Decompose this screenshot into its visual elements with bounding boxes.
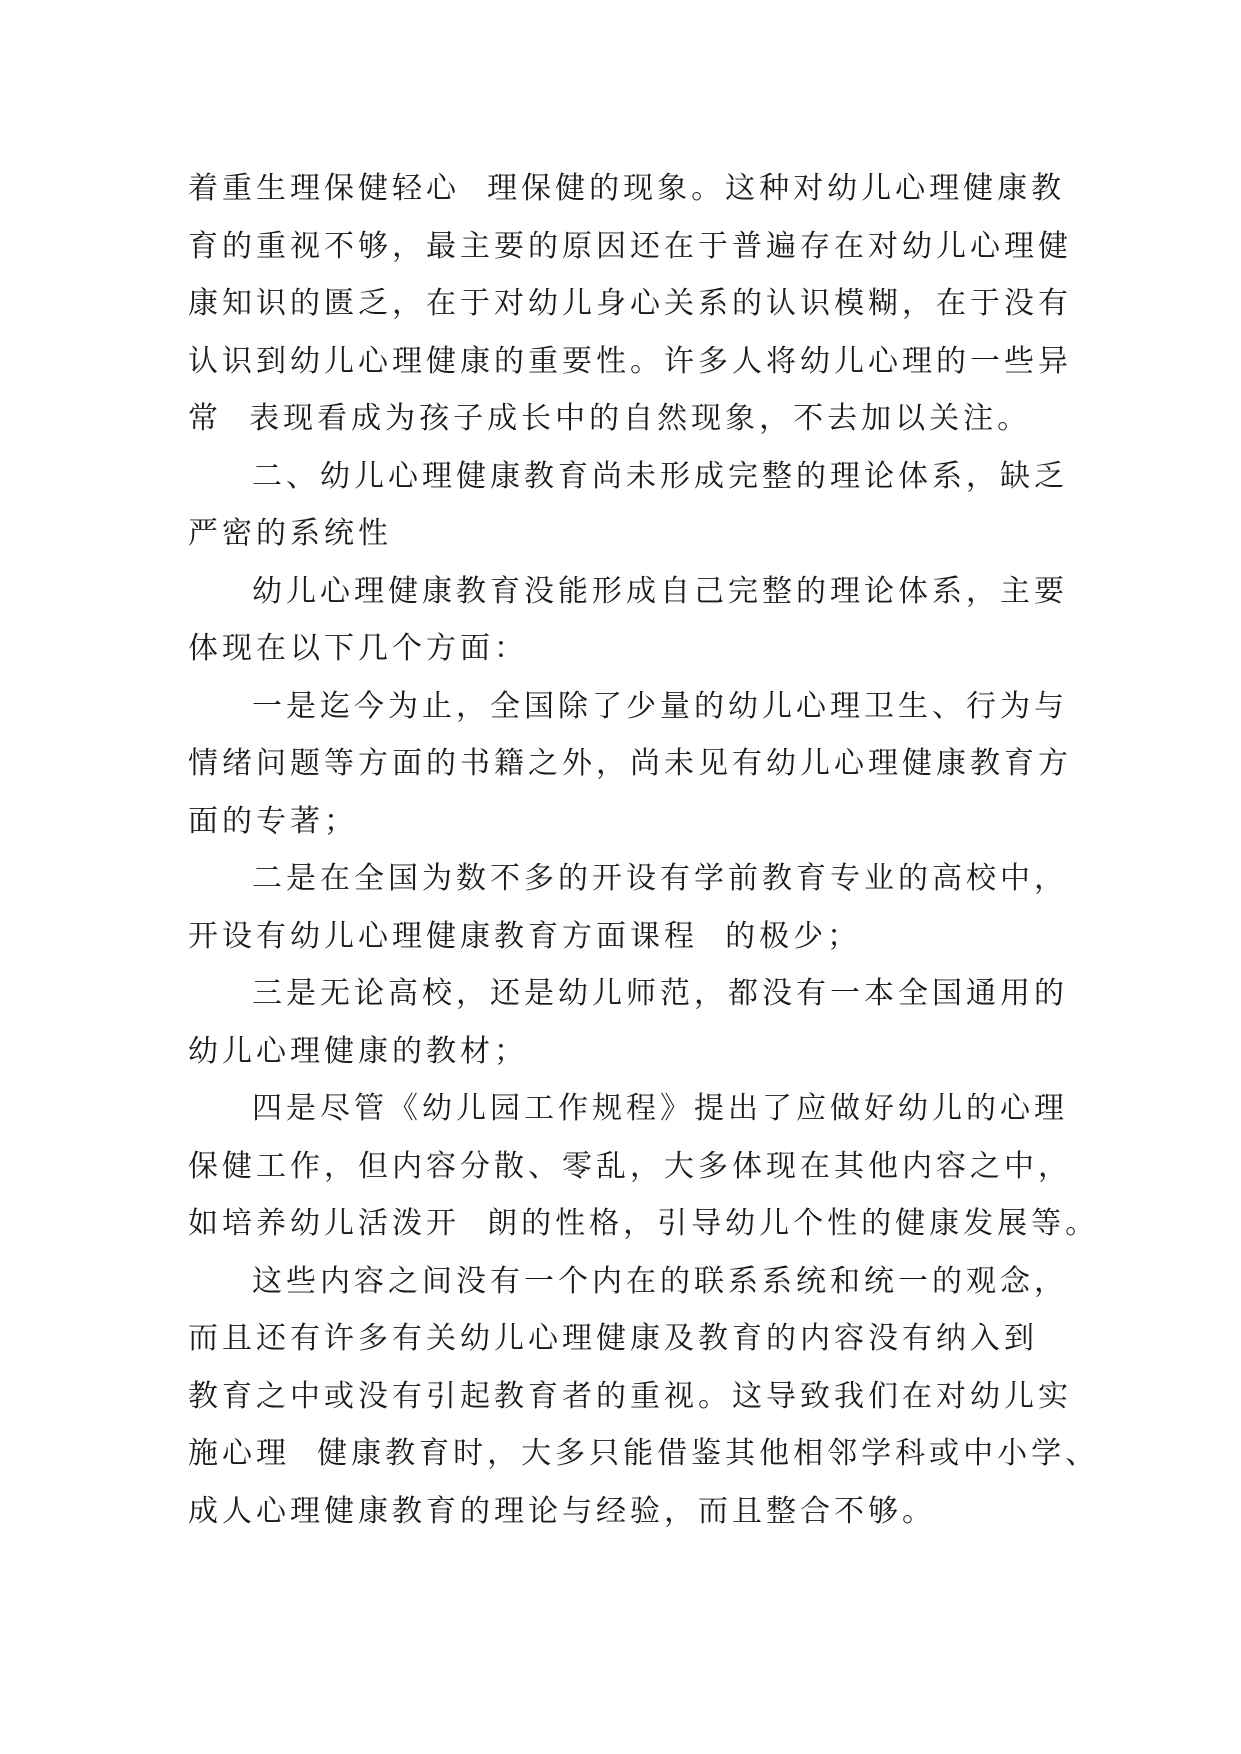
text-line: 保健工作，但内容分散、零乱，大多体现在其他内容之中， — [188, 1148, 1072, 1184]
text-line: 二、幼儿心理健康教育尚未形成完整的理论体系，缺乏 — [252, 458, 1068, 494]
text-line: 施心理 健康教育时，大多只能借鉴其他相邻学科或中小学、 — [188, 1436, 1100, 1471]
text-line: 常 表现看成为孩子成长中的自然现象，不去加以关注。 — [188, 401, 1032, 436]
text-line: 三是无论高校，还是幼儿师范，都没有一本全国通用的 — [252, 976, 1068, 1011]
text-line: 育的重视不够，最主要的原因还在于普遍存在对幼儿心理健 — [188, 228, 1072, 264]
text-line: 四是尽管《幼儿园工作规程》提出了应做好幼儿的心理 — [252, 1091, 1068, 1126]
text-line: 严密的系统性 — [188, 516, 392, 551]
text-line: 而且还有许多有关幼儿心理健康及教育的内容没有纳入到 — [188, 1321, 1038, 1356]
text-line: 面的专著； — [188, 803, 358, 839]
text-line: 幼儿心理健康的教材； — [188, 1033, 528, 1069]
text-line: 成人心理健康教育的理论与经验，而且整合不够。 — [188, 1493, 936, 1529]
text-line: 二是在全国为数不多的开设有学前教育专业的高校中， — [252, 861, 1068, 896]
text-line: 情绪问题等方面的书籍之外，尚未见有幼儿心理健康教育方 — [188, 746, 1072, 781]
text-line: 康知识的匮乏，在于对幼儿身心关系的认识模糊，在于没有 — [188, 286, 1072, 321]
text-line: 教育之中或没有引起教育者的重视。这导致我们在对幼儿实 — [188, 1378, 1072, 1414]
text-line: 开设有幼儿心理健康教育方面课程 的极少； — [188, 918, 862, 954]
text-line: 着重生理保健轻心 理保健的现象。这种对幼儿心理健康教 — [188, 171, 1066, 206]
text-line: 幼儿心理健康教育没能形成自己完整的理论体系，主要 — [252, 573, 1068, 609]
text-line: 这些内容之间没有一个内在的联系系统和统一的观念， — [252, 1263, 1068, 1299]
text-line: 体现在以下几个方面： — [188, 631, 528, 666]
body-text — [188, 160, 1100, 1540]
text-line: 如培养幼儿活泼开 朗的性格，引导幼儿个性的健康发展等。 — [188, 1206, 1100, 1241]
text-line: 认识到幼儿心理健康的重要性。许多人将幼儿心理的一些异 — [188, 343, 1072, 379]
text-line: 一是迄今为止，全国除了少量的幼儿心理卫生、行为与 — [252, 688, 1068, 724]
